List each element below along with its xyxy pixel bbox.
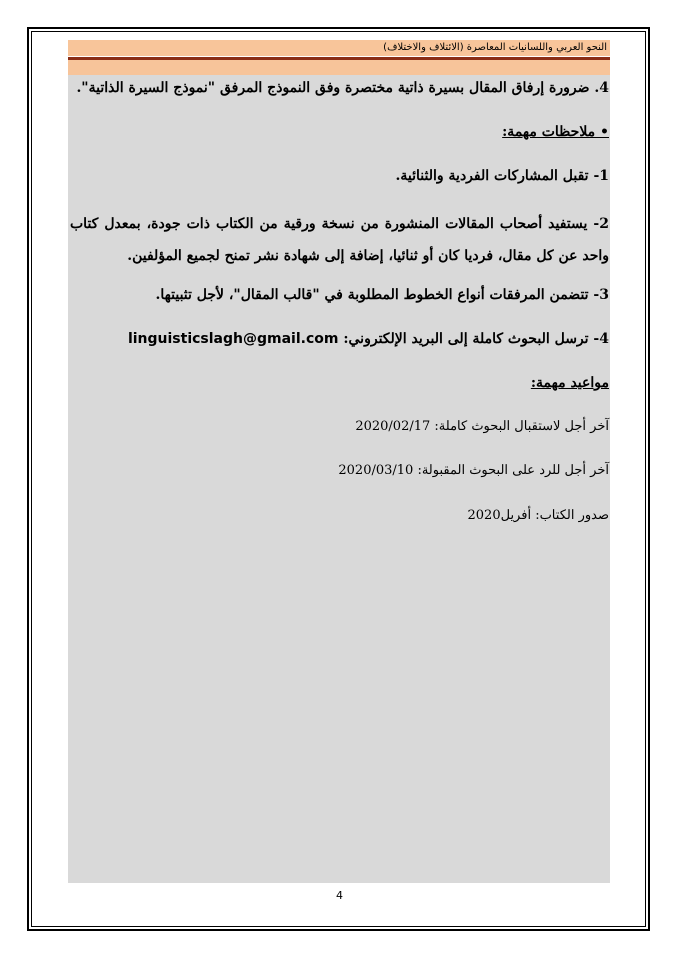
publication-date: صدور الكتاب: أفريل2020 [467,508,609,523]
deadline-full-papers: آخر أجل لاستقبال البحوث كاملة: 2020/02/17 [355,419,609,434]
item-cv-requirement: 4. ضرورة إرفاق المقال بسيرة ذاتية مختصرة وفق النموذج المرفق "نموذج السيرة الذاتية". [76,80,609,96]
email-address[interactable]: linguisticslagh@gmail.com [127,331,339,347]
page-number: 4 [336,889,343,902]
header-accent-band [68,60,610,75]
note-3: 3- تتضمن المرفقات أنواع الخطوط المطلوبة في "قالب المقال"، لأجل تثبيتها. [155,287,609,303]
notes-heading: • ملاحظات مهمة: [502,124,609,140]
running-header: النحو العربي واللسانيات المعاصرة (الائتلاف والاختلاف) [383,42,607,53]
note-4-text: 4- ترسل البحوث كاملة إلى البريد الإلكتروني: [343,331,609,347]
dates-heading: مواعيد مهمة: [530,375,609,391]
content-shaded-area [68,75,610,883]
note-2: 2- يستفيد أصحاب المقالات المنشورة من نسخة ورقية من الكتاب ذات جودة، بمعدل كتاب واحد عن كل مقال، فرديا كان أو ثنائيا، إضافة إلى شهادة نشر تمنح لجميع المؤلفين. [70,216,609,264]
deadline-acceptance: آخر أجل للرد على البحوث المقبولة: 2020/03/10 [338,463,609,478]
note-4 [128,331,609,347]
note-1: 1- تقبل المشاركات الفردية والثنائية. [395,168,609,184]
